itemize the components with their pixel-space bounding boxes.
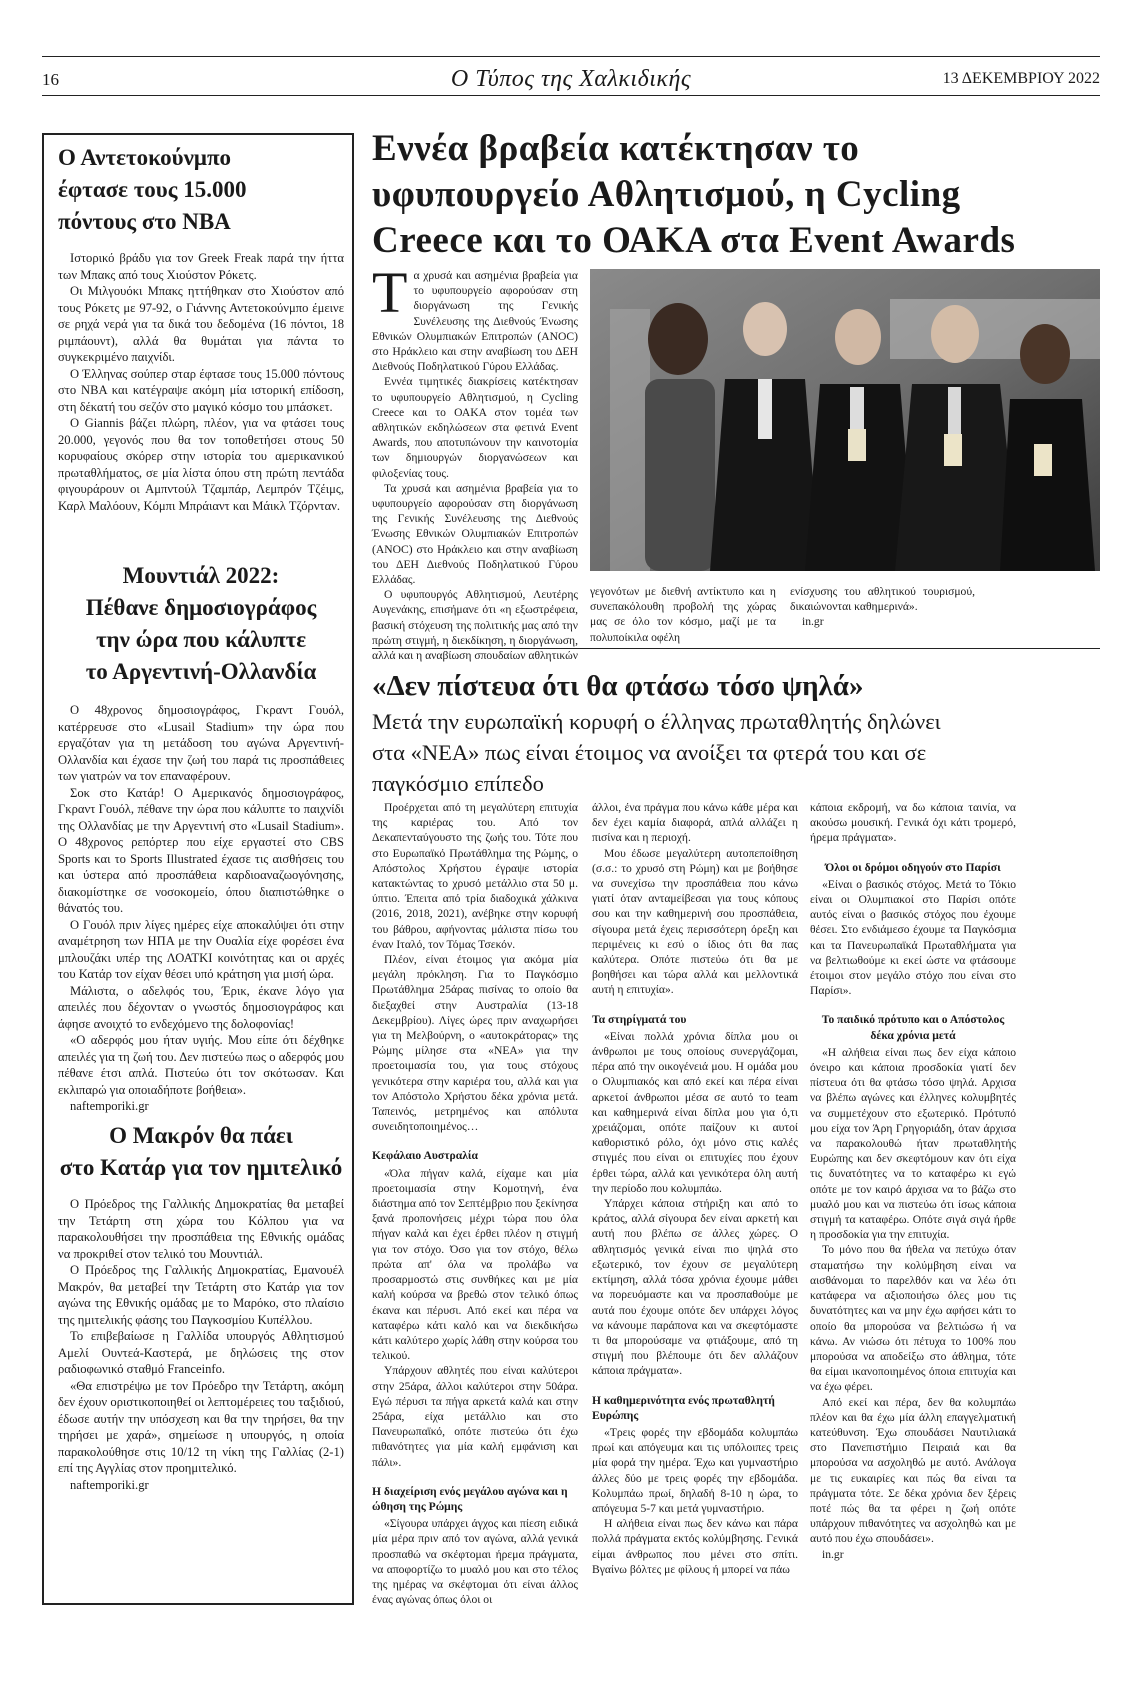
article-paragraph: Ο Έλληνας σούπερ σταρ έφτασε τους 15.000 πόντους στο ΝΒΑ και κατέγραψε ακόμη μία ιστορική επίδοση, στη δέκατή του σεζόν στο μαγικό κόσμο του μπάσκετ.	[58, 366, 344, 414]
article-paragraph: άλλοι, ένα πράγμα που κάνω κάθε μέρα και δεν έχει καμία διαφορά, απλά αλλάζει η πισίνα και η περιοχή.	[592, 801, 798, 845]
article-paragraph: Οι Μιλγουόκι Μπακς ηττήθηκαν στο Χιούστον από τους Ρόκετς με 97-92, ο Γιάννης Αντετοκούνμπο έμεινε σε ρηχά νερά για τα δικά του δεδομένα (16 πόντοι, 18 ριμπάουντ), αλλά θα θυμάται για πάντα το συγκεκριμένο παιχνίδι.	[58, 284, 344, 364]
article-paragraph: Το μόνο που θα ήθελα να πετύχω όταν σταματήσω την κολύμβηση είναι να αισθάνομαι το παρελθόν και να λέω ότι κατάφερα να αξιοποιήσω όλες μου τις δυνατότητες και να μην έχω αφήσει κάτι το οποίο θα μπορούσα να βελτιώσω ή να κάνω. Αν νιώσω ότι πέτυχα το 100% που μπορούσα να αποδείξω στο άθλημα, τότε θα είμαι ικανοποιημένος όποια επιτυχία και να έχω φέρει.	[810, 1243, 1016, 1394]
main-article-column-2	[590, 584, 776, 645]
interview-subheading: Κεφάλαιο Αυστραλία	[372, 1149, 478, 1163]
sidebar-article-antetokounmpo	[58, 142, 344, 514]
article-paragraph: «Θα επιστρέψω με τον Πρόεδρο την Τετάρτη, ακόμη δεν έχουν οριστικοποιηθεί οι λεπτομέρειες του ταξιδιού, έδωσε αυτήν την υπόσχεση και θα την τηρήσει, θα την τηρήσει με χαρά», σημείωσε η υπουργός, η οποία παρακολούθησε στις 10/12 τη νίκη της Γαλλίας (2-1) επί της Αγγλίας στον προημιτελικό.	[58, 1378, 344, 1475]
interview-subheading: Το παιδικό πρότυπο και ο Απόστολος δέκα χρόνια μετά	[821, 1013, 1005, 1042]
newspaper-title: Ο Τύπος της Χαλκιδικής	[450, 66, 692, 92]
article-paragraph: Το επιβεβαίωσε η Γαλλίδα υπουργός Αθλητισμού Αμελί Ουντεά-Καστερά, με δηλώσεις της στον ραδιοφωνικό σταθμό Franceinfo.	[58, 1329, 344, 1376]
article-title: Ο Αντετοκούνμπο έφτασε τους 15.000 πόντους στο ΝΒΑ	[58, 145, 247, 234]
header-top-rule	[42, 56, 1100, 57]
article-paragraph: «Σίγουρα υπάρχει άγχος και πίεση ειδικά μία μέρα πριν από τον αγώνα, αλλά γενικά προσπαθώ να σκέφτομαι ήρεμα πράγματα, να αποφορτίζω το μυαλό μου και στο τέλος της ημέρας να σκέφτομαι ότι είναι άλλος ένας αγώνας όπως όλοι οι	[372, 1517, 578, 1607]
article-paragraph: Μου έδωσε μεγαλύτερη αυτοπεποίθηση (σ.σ.: το χρυσό στη Ρώμη) και με βοήθησε να συνεχίσω την προσπάθεια που κάνω γιατί όταν ανταμείβεσαι για τους κόπους σου και την καθημερινή σου προσπάθεια, σίγουρα μετά έχεις περισσότερη όρεξη και περιμένεις κι εσύ ο ίδιος ότι θα πας καλύτερα. Οπότε πιστεύω ότι θα με βοηθήσει και τώρα αλλά και μελλοντικά αυτή η επιτυχία».	[592, 846, 798, 997]
interview-subheading: Η διαχείριση ενός μεγάλου αγώνα και η ώθηση της Ρώμης	[372, 1484, 568, 1513]
article-paragraph: «Είναι πολλά χρόνια δίπλα μου οι άνθρωποι με τους οποίους συνεργάζομαι, πέρα από την οικογένειά μου. Η ομάδα μου ο Ολυμπιακός και από εκεί και πέρα είναι αρκετοί άνθρωποι μέσα σε αυτό το team και καθημερινά είναι δίπλα μου για ό,τι χρειάζομαι, οπότε παίζουν κι αυτοί καθοριστικό ρόλο, όχι μόνο στις καλές στιγμές που είναι οι επιτυχίες που έχουν έρθει τώρα, αλλά και γενικότερα όλη αυτή την περίοδο που κολυμπάω.	[592, 1029, 798, 1195]
interview-column-3	[810, 800, 1016, 1562]
article-paragraph: ενίσχυσης του αθλητικού τουρισμού, δικαιώνονται καθημερινά».	[790, 585, 975, 614]
article-paragraph: γεγονότων με διεθνή αντίκτυπο και η συνεπακόλουθη προβολή της χώρας μας σε όλο τον κόσμο, μαζί με τα πολυποίκιλα οφέλη	[590, 585, 776, 644]
article-separator-rule	[372, 648, 1100, 649]
interview-subtitle: Μετά την ευρωπαϊκή κορυφή ο έλληνας πρωταθλητής δηλώνει στα «ΝΕΑ» πως είναι έτοιμος να ανοίξει τα φτερά του και σε παγκόσμιο επίπεδο	[372, 709, 941, 796]
header-bottom-rule	[42, 95, 1100, 96]
article-paragraph: «Είναι ο βασικός στόχος. Μετά το Τόκιο είναι οι Ολυμπιακοί στο Παρίσι οπότε αυτός είναι ο βασικός στόχος που έχουμε θέσει. Στο ενδιάμεσο έχουμε τα Παγκόσμια και τα Πανευρωπαϊκά Πρωταθλήματα για να βελτιωθούμε κι εκεί ώστε να φτάσουμε έτοιμοι στον μεγάλο στόχο που είναι στο Παρίσι».	[810, 877, 1016, 998]
article-paragraph: «Όλα πήγαν καλά, είχαμε και μία προετοιμασία στην Κομοτηνή, ένα διάστημα από τον Σεπτέμβριο που ξεκίνησα ξανά προπονήσεις μέχρι τώρα που όλα πήγαν καλά και έχει έρθει πλέον η στιγμή για τον στόχο. Όσο για τον στόχο, θέλω πρώτα απ' όλα να προλάβω να προσαρμοστώ στις συνθήκες και με μία καλή κούρσα να βρεθώ στον τελικό όπως έκανα και πέρυσι. Από εκεί και πέρα να καταφέρω κάτι καλό και να διεκδικήσω κάτι καλύτερο χωρίς λάθη στην κούρσα του τελικού.	[372, 1166, 578, 1363]
article-paragraph: Ο Πρόεδρος της Γαλλικής Δημοκρατίας θα μεταβεί την Τετάρτη στη χώρα του Κόλπου για να παρακολουθήσει την προσπάθεια της Εθνικής ομάδας να προκριθεί στον τελικό του Μουντιάλ.	[58, 1197, 344, 1261]
article-paragraph: Πλέον, είναι έτοιμος για ακόμα μία μεγάλη πρόκληση. Για το Παγκόσμιο Πρωτάθλημα 25άρας πισίνας το οποίο θα διεξαχθεί στην Αυστραλία (13-18 Δεκεμβρίου). Λίγες ώρες πριν αναχωρήσει για τη Μελβούρνη, ο «αυτοκράτορας» της Ρώμης μίλησε στα «ΝΕΑ» για την προετοιμασία του, για τους στόχους γενικότερα στην καριέρα του, αλλά και για τον Απόστολο Χρήστου δέκα χρόνια μετά. Ταπεινός, μετρημένος και απόλυτα συνειδητοποιημένος…	[372, 953, 578, 1134]
article-paragraph: Ο 48χρονος δημοσιογράφος, Γκραντ Γουόλ, κατέρρευσε στο «Lusail Stadium» την ώρα που εργαζόταν για τη μετάδοση του αγώνα Αργεντινή-Ολλανδία και έχασε την ζωή του παρά τις προσπάθειες των γιατρών να τον επαναφέρουν.	[58, 703, 344, 783]
interview-subheading: Η καθημερινότητα ενός πρωταθλητή Ευρώπης	[592, 1393, 775, 1422]
sidebar-article-world-cup	[58, 560, 344, 1115]
article-paragraph: Εννέα τιμητικές διακρίσεις κατέκτησαν το υφυπουργείο Αθλητισμού, η Cycling Creece και το ΟΑΚΑ στον τομέα των αθλητικών εκδηλώσεων στα φετινά Event Awards, που αποτυπώνουν την καινοτομία των δημιουργών διοργανώσεων και φιλοξενίας τους.	[372, 375, 578, 480]
interview-subheading: Τα στηρίγματά του	[592, 1012, 687, 1026]
article-source: in.gr	[822, 1547, 844, 1561]
article-source: naftemporiki.gr	[70, 1099, 149, 1113]
article-paragraph: Υπάρχει κάποια στήριξη και από το κράτος, αλλά σίγουρα δεν είναι αρκετή και αυτή που βλέπω σε άλλες χώρες. Ο αθλητισμός γενικά είναι πιο ψηλά στο εξωτερικό, τον έχουν σε μεγαλύτερη εκτίμηση, αλλά τόσα χρόνια έχουμε μάθει να πορευόμαστε και να προσπαθούμε με αυτά που έχουμε οπότε δεν υπάρχει λόγος να κάνουμε παράπονα και να σκεφτόμαστε τι θα μπορούσαμε να φτιάξουμε, από τη στιγμή που βλέπουμε ότι δεν αλλάζουν κάποια πράγματα».	[592, 1197, 798, 1378]
article-paragraph: Σοκ στο Κατάρ! Ο Αμερικανός δημοσιογράφος, Γκραντ Γουόλ, πέθανε την ώρα που κάλυπτε το παιχνίδι της Ολλανδίας με την Αργεντινή στο «Lusail Stadium». Ο 48χρονος ρεπόρτερ που είχε εργαστεί στο CBS Sports και το Sports Illustrated έχασε τις αισθήσεις του και ύστερα από προσπάθεια καρδιοαναζωογόνησης, διακομίστηκε σε νοσοκομείο, όπου διαπιστώθηκε ο θάνατός του.	[58, 785, 344, 915]
main-article-column-1	[372, 260, 579, 663]
article-paragraph: «Η αλήθεια είναι πως δεν είχα κάποιο όνειρο και κάποια προσδοκία γιατί δεν πίστευα ότι θα φτάσω τόσο ψηλά. Αρχισα να βλέπω αγώνες και έλληνες κολυμβητές να συμμετέχουν στο εξωτερικό. Πρότυπό μου είχα τον Άρη Γρηγοριάδη, όταν άρχισα να παρακολουθώ ήταν πρωταθλητής Ευρώπης και δεν σκεφτόμουν καν ότι είχα τις δυνατότητες να το καταφέρω κι εγώ οπότε με τον καιρό άρχισα να το βάζω στο μυαλό μου και να πιστεύω ότι ίσως κάποια στιγμή τα καταφέρω. Οπότε σιγά σιγά ήρθε η προσδοκία για την επιτυχία.	[810, 1045, 1016, 1242]
article-source: in.gr	[802, 615, 824, 629]
article-paragraph: Τα χρυσά και ασημένια βραβεία για το υφυπουργείο αφορούσαν στη διοργάνωση της Γενικής Συνέλευσης της Διεθνούς Ένωσης Εθνικών Ολυμπιακών Επιτροπών (ANOC) στο Ηράκλειο και στην αναβίωση του ΔΕΗ Διεθνούς Ποδηλατικού Γύρου Ελλάδας.	[372, 481, 578, 587]
article-paragraph: «Τρεις φορές την εβδομάδα κολυμπάω πρωί και απόγευμα και τις υπόλοιπες τρεις μία φορά την ημέρα. Έχω και γυμναστήριο άλλες δύο με τρεις φορές την εβδομάδα. Κολυμπάω πρωί, δηλαδή 8-10 η ώρα, το απόγευμα 5-7 και μετά γυμναστήριο.	[592, 1425, 798, 1515]
interview-title: «Δεν πίστευα ότι θα φτάσω τόσο ψηλά»	[372, 670, 864, 702]
main-article-title: Εννέα βραβεία κατέκτησαν το υφυπουργείο Αθλητισμού, η Cycling Creece και το ΟΑΚΑ στα Event Awards	[372, 128, 1016, 261]
article-paragraph: Ο Giannis βάζει πλώρη, πλέον, για να φτάσει τους 20.000, γεγονός που θα τον τοποθετήσει στους 50 κορυφαίους σκόρερ στην ιστορία του αμερικανικού πρωταθλήματος, σε μία λίστα όπου στη πρώτη πεντάδα φιγουράρουν οι Αμπντούλ Τζαμπάρ, Λεμπρόν Τζέιμς, Καρλ Μαλόουν, Κόμπι Μπράιαντ και Μάικλ Τζόρνταν.	[58, 416, 344, 513]
article-paragraph: Προέρχεται από τη μεγαλύτερη επιτυχία της καριέρας του. Από τον Δεκαπενταύγουστο της ζωής του. Τότε που στο Ευρωπαϊκό Πρωτάθλημα της Ρώμης, ο Απόστολος Χρήστου έγραψε ιστορία κατακτώντας το χρυσό μετάλλιο στα 50 μ. ύπτιο. Έπειτα από τρία διαδοχικά χάλκινα (2016, 2018, 2021), ανέβηκε στην κορυφή του βάθρου, αφήνοντας μάλιστα πίσω του έναν Ιταλό, τον Τόμας Τσεκόν.	[372, 801, 578, 951]
article-paragraph: Μάλιστα, ο αδελφός του, Έρικ, έκανε λόγο για απειλές που δέχονταν ο γνωστός δημοσιογράφος και άφησε ανοιχτό το ενδεχόμενο της δολοφονίας!	[58, 983, 344, 1031]
article-title: Ο Μακρόν θα πάει στο Κατάρ για τον ημιτελικό	[59, 1123, 343, 1180]
article-source: naftemporiki.gr	[70, 1477, 149, 1492]
page-number: 16	[42, 70, 59, 89]
sidebar-article-macron	[58, 1120, 344, 1493]
article-paragraph: Ιστορικό βράδυ για τον Greek Freak παρά την ήττα των Μπακς από τους Χιούστον Ρόκετς.	[58, 251, 344, 282]
interview-column-1	[372, 800, 578, 1607]
article-paragraph: Ο Πρόεδρος της Γαλλικής Δημοκρατίας, Εμανουέλ Μακρόν, θα μεταβεί την Τετάρτη στο Κατάρ για τον αγώνα της Εθνικής ομάδας με το Μαρόκο, στο πλαίσιο της ημιτελικής φάσης του Παγκοσμίου Κυπέλλου.	[58, 1263, 344, 1327]
dropcap: Τ	[372, 260, 408, 325]
interview-subheading: Όλοι οι δρόμοι οδηγούν στο Παρίσι	[825, 860, 1001, 874]
article-lead-paragraph: Τα χρυσά και ασημένια βραβεία για το υφυπουργείο αφορούσαν στη διοργάνωση της Γενικής Συνέλευσης της Διεθνούς Ένωσης Εθνικών Ολυμπιακών Επιτροπών (ANOC) στο Ηράκλειο και στην αναβίωση του ΔΕΗ Διεθνούς Ποδηλατικού Γύρου Ελλάδας.	[372, 260, 578, 374]
article-paragraph: κάποια εκδρομή, να δω κάποια ταινία, να ακούσω μουσική. Γενικά όχι κάτι τρομερό, ήρεμα πράγματα».	[810, 801, 1016, 845]
awards-photo-illustration	[590, 269, 1100, 571]
awards-photo	[590, 269, 1100, 571]
article-paragraph: Υπάρχουν αθλητές που είναι καλύτεροι στην 25άρα, άλλοι καλύτεροι στην 50άρα. Εγώ πέρυσι τα πήγα αρκετά καλά και στην 25άρα, είχα μετάλλιο και στο Πανευρωπαϊκό, οπότε πιστεύω ότι έχω πιθανότητες για μία καλή εμφάνιση και πάλι».	[372, 1364, 578, 1469]
main-article-column-3	[790, 584, 1100, 630]
header-date: 13 ΔΕΚΕΜΒΡΙΟΥ 2022	[942, 70, 1100, 87]
article-paragraph: Ο υφυπουργός Αθλητισμού, Λευτέρης Αυγενάκης, επισήμανε ότι «η εξωστρέφεια, βασική στόχευση της πολιτικής μας από την πρώτη στιγμή, η διεκδίκηση, η διοργάνωση, αλλά και η αναβίωση σπουδαίων αθλητικών	[372, 588, 579, 663]
article-paragraph: Η αλήθεια είναι πως δεν κάνω και πάρα πολλά πράγματα εκτός κολύμβησης. Γενικά είμαι άνθρωπος που μένει στο σπίτι. Βγαίνω βόλτες με φίλους ή μπορεί να πάω	[592, 1517, 798, 1576]
article-paragraph: «Ο αδερφός μου ήταν υγιής. Μου είπε ότι δέχθηκε απειλές για τη ζωή του. Δεν πιστεύω πως ο αδερφός μου πέθανε έτσι απλά. Πιστεύω ότι τον σκότωσαν. Και εκλιπαρώ για οποιαδήποτε βοήθεια».	[58, 1033, 344, 1097]
article-title: Μουντιάλ 2022: Πέθανε δημοσιογράφος την ώρα που κάλυπτε το Αργεντινή-Ολλανδία	[85, 563, 317, 684]
article-paragraph: Ο Γουόλ πριν λίγες ημέρες είχε αποκαλύψει ότι στην αναμέτρηση των ΗΠΑ με την Ουαλία είχε φορέσει ένα μπλουζάκι υπέρ της ΛΟΑΤΚΙ κοινότητας και οι αρχές του Κατάρ τον είχαν θέσει υπό κράτηση για μισή ώρα.	[58, 917, 344, 981]
article-paragraph: Από εκεί και πέρα, δεν θα κολυμπάω πλέον και θα έχω μία άλλη επαγγελματική κατεύθυνση. Έχω σπουδάσει Ναυτιλιακά στο Πανεπιστήμιο Πειραιά και θα μπορούσα να ασχοληθώ με αυτό. Ανάλογα με τις ευκαιρίες και πώς θα είναι τα πράγματα τότε. Σε δέκα χρόνια δεν ξέρεις ποτέ πώς θα τα φέρει η ζωή οπότε υπάρχουν πιθανότητες να ασχοληθώ και με αυτό που έχω σπουδάσει».	[810, 1395, 1016, 1546]
interview-column-2	[592, 800, 798, 1577]
